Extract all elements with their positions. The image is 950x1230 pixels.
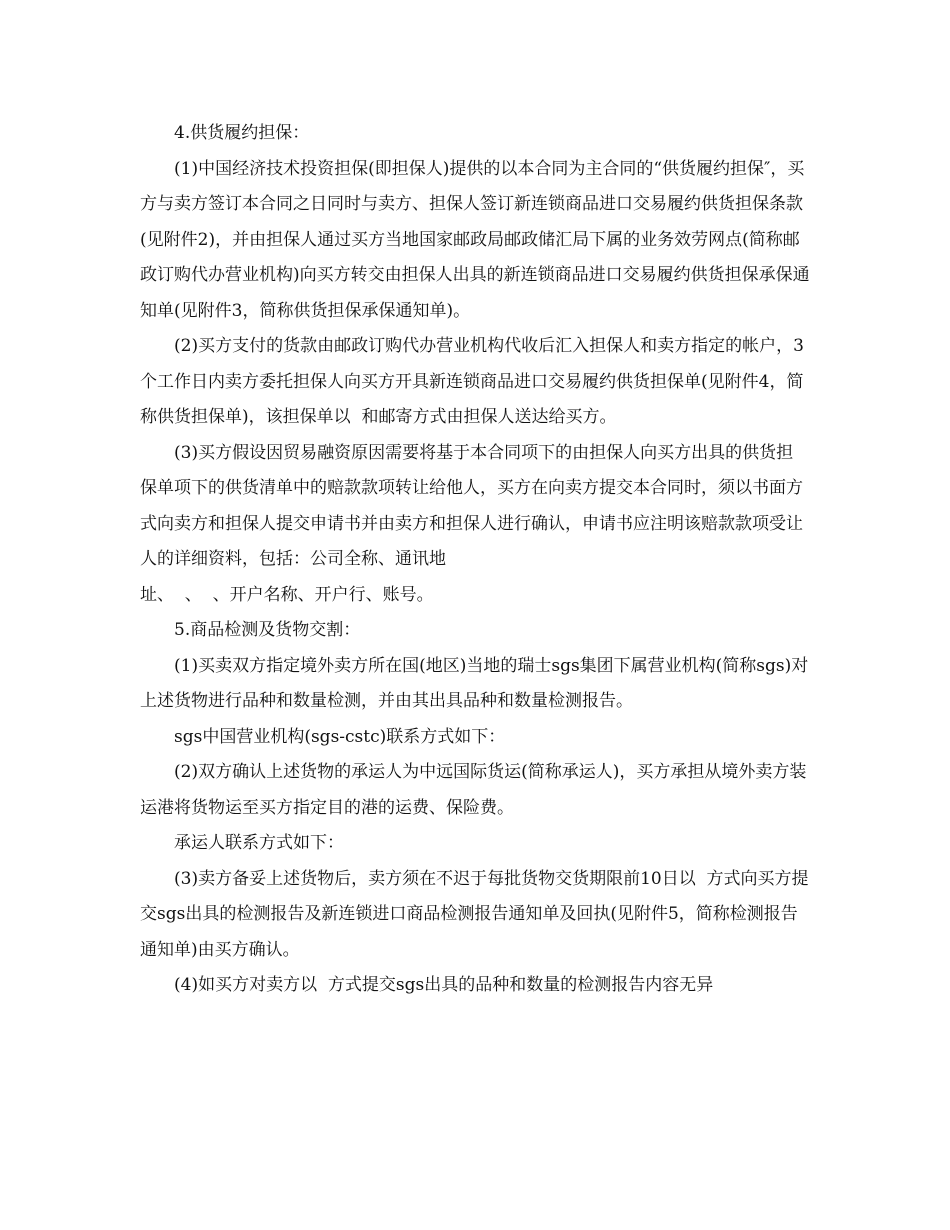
paragraph-inspection-clause-2: (2)双方确认上述货物的承运人为中远国际货运(简称承运人)，买方承担从境外卖方装运港将货物运至买方指定目的港的运费、保险费。	[140, 762, 807, 818]
paragraph-guarantee-clause-1: (1)中国经济技术投资担保(即担保人)提供的以本合同为主合同的“供货履约担保″，买方与卖方签订本合同之日同时与卖方、担保人签订新连锁商品进口交易履约供货担保条款(见附件2)，并由担保人通过买方当地国家邮政局邮政储汇局下属的业务效劳网点(简称邮政订购代办营业机构)向买方转交由担保人出具的新连锁商品进口交易履约供货担保承保通知单(见附件3，简称供货担保承保通知单)。	[140, 158, 810, 321]
document-body	[140, 116, 810, 1004]
paragraph-guarantee-clause-3-continued: 址、 、 、开户名称、开户行、账号。	[140, 584, 434, 605]
section-heading-guarantee: 4.供货履约担保：	[174, 123, 310, 143]
section-heading-inspection: 5.商品检测及货物交割：	[174, 620, 361, 640]
paragraph-carrier-contact: 承运人联系方式如下：	[174, 833, 344, 853]
paragraph-guarantee-clause-2: (2)买方支付的货款由邮政订购代办营业机构代收后汇入担保人和卖方指定的帐户，3个工作日内卖方委托担保人向买方开具新连锁商品进口交易履约供货担保单(见附件4，简称供货担保单)，该担保单以 和邮寄方式由担保人送达给买方。	[140, 336, 804, 427]
paragraph-inspection-clause-3: (3)卖方备妥上述货物后，卖方须在不迟于每批货物交货期限前10日以 方式向买方提交sgs出具的检测报告及新连锁进口商品检测报告通知单及回执(见附件5，简称检测报告通知单)由买方确认。	[140, 868, 809, 960]
paragraph-inspection-clause-4: (4)如买方对卖方以 方式提交sgs出具的品种和数量的检测报告内容无异	[174, 975, 714, 995]
paragraph-guarantee-clause-3: (3)买方假设因贸易融资原因需要将基于本合同项下的由担保人向买方出具的供货担保单项下的供货清单中的赔款款项转让给他人，买方在向卖方提交本合同时，须以书面方式向卖方和担保人提交申请书并由卖方和担保人进行确认，申请书应注明该赔款款项受让人的详细资料，包括：公司全称、通讯地	[140, 442, 803, 569]
paragraph-sgs-contact: sgs中国营业机构(sgs-cstc)联系方式如下：	[174, 726, 506, 747]
paragraph-inspection-clause-1: (1)买卖双方指定境外卖方所在国(地区)当地的瑞士sgs集团下属营业机构(简称sgs)对上述货物进行品种和数量检测，并由其出具品种和数量检测报告。	[140, 655, 809, 711]
